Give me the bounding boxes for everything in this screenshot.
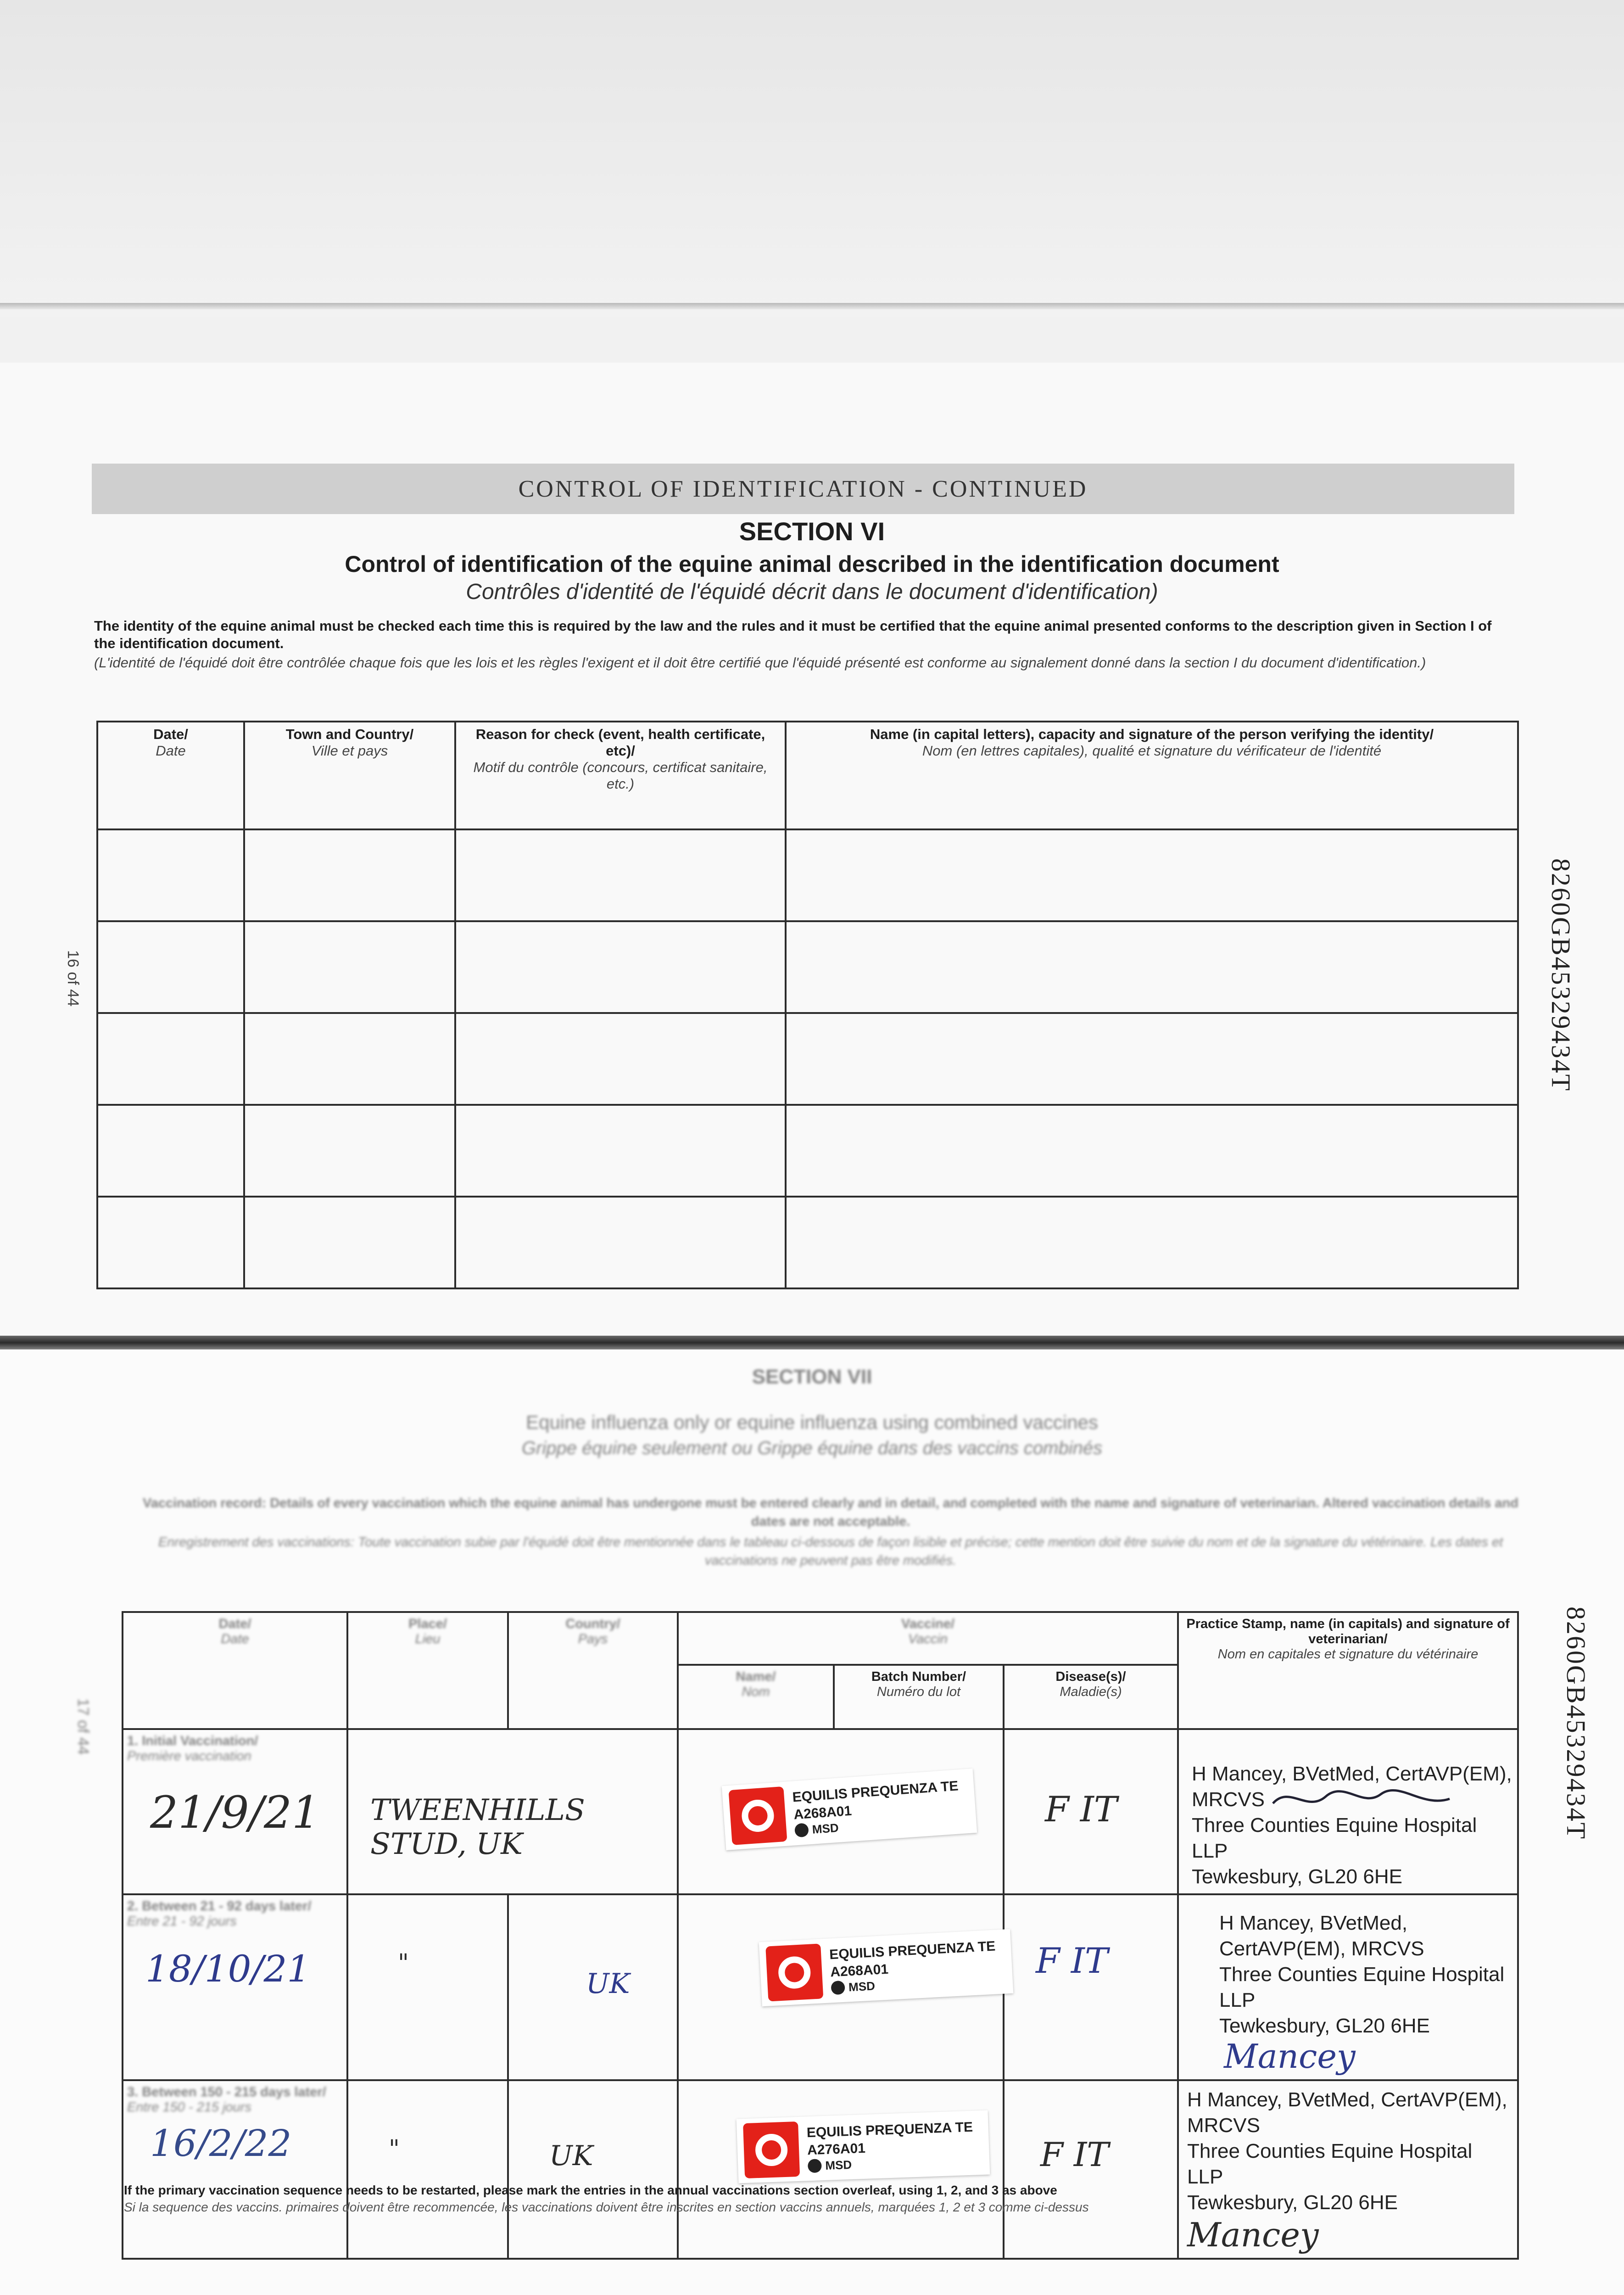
col-vaccine-name: Name/ Nom <box>678 1665 834 1729</box>
date-cell[interactable] <box>97 829 244 921</box>
msd-logo: MSD <box>794 1812 961 1838</box>
msd-icon <box>794 1823 809 1837</box>
identity-check-instructions-fr: (L'identité de l'équidé doit être contrôlée chaque fois que les lois et les règles l'exigent et il doit être certifié que l'équidé présenté est conforme au signalement donné dans la section I du document d'identification.) <box>94 655 1426 671</box>
page-number-lower: 17 of 44 <box>74 1698 92 1755</box>
col-reason: Reason for check (event, health certificate, etc)/ Motif du contrôle (concours, certificat sanitaire, etc.) <box>455 722 786 829</box>
msd-logo: MSD <box>831 1972 997 1995</box>
verifier-cell[interactable] <box>786 921 1518 1013</box>
msd-icon <box>831 1981 845 1995</box>
table-row <box>97 829 1518 921</box>
place-ditto: " <box>398 1949 409 1977</box>
col-date: Date/ Date <box>97 722 244 829</box>
page-edge <box>0 303 1624 309</box>
vet-name: H Mancey, BVetMed, CertAVP(EM), MRCVS <box>1219 1912 1424 1960</box>
table-header-row <box>123 1612 1518 1665</box>
verifier-cell[interactable] <box>786 829 1518 921</box>
batch-number: A276A01 <box>807 2140 866 2158</box>
vet-address: Tewkesbury, GL20 6HE <box>1192 1865 1402 1888</box>
q-logo-icon <box>765 1943 823 2001</box>
vaccine-label-cell[interactable] <box>678 1729 1004 1894</box>
date-cell[interactable] <box>123 2080 347 2259</box>
vaccination-row-1 <box>123 1729 1518 1894</box>
town-cell[interactable] <box>244 1197 455 1288</box>
date-cell[interactable] <box>97 921 244 1013</box>
vet-stamp-cell[interactable] <box>1178 1894 1518 2080</box>
scanner-background <box>0 0 1624 317</box>
verifier-cell[interactable] <box>786 1013 1518 1105</box>
q-logo-icon <box>728 1786 787 1845</box>
vaccine-sticker <box>722 1769 977 1850</box>
country-handwritten: UK <box>586 1968 630 2000</box>
col-batch-number: Batch Number/ Numéro du lot <box>834 1665 1004 1729</box>
stage-label: 1. Initial Vaccination/ <box>127 1734 258 1748</box>
col-practice-stamp: Practice Stamp, name (in capitals) and signature of veterinarian/ Nom en capitales et signature du vétérinaire <box>1178 1612 1518 1729</box>
vaccine-sticker <box>737 2110 990 2183</box>
place-cell[interactable] <box>347 2080 508 2259</box>
vaccine-name: EQUILIS PREQUENZA TE <box>792 1778 959 1805</box>
page-number-upper: 16 of 44 <box>64 950 82 1007</box>
place-handwritten: TWEENHILLS STUD, UK <box>370 1793 585 1861</box>
disease-cell[interactable] <box>1004 1894 1178 2080</box>
stage-label-fr: Entre 21 - 92 jours <box>127 1914 237 1929</box>
date-cell[interactable] <box>123 1894 347 2080</box>
reason-cell[interactable] <box>455 829 786 921</box>
town-cell[interactable] <box>244 921 455 1013</box>
section-vii-title: SECTION VII <box>752 1366 872 1388</box>
section-banner: CONTROL OF IDENTIFICATION - CONTINUED <box>92 464 1514 514</box>
disease-handwritten: F IT <box>1045 1789 1117 1830</box>
town-cell[interactable] <box>244 829 455 921</box>
reason-cell[interactable] <box>455 921 786 1013</box>
vaccine-label-cell[interactable] <box>678 1894 1004 2080</box>
stage-label: 3. Between 150 - 215 days later/ <box>127 2085 326 2099</box>
vet-name: H Mancey, BVetMed, CertAVP(EM), MRCVS <box>1187 2088 1507 2137</box>
stage-label-fr: Entre 150 - 215 jours <box>127 2100 251 2115</box>
msd-icon <box>808 2159 822 2173</box>
col-place: Place/ Lieu <box>347 1612 508 1729</box>
table-row <box>97 1105 1518 1197</box>
vaccination-record-instructions: Vaccination record: Details of every vaccination which the equine animal has undergone must be entered clearly and in detail, and completed with the name and signature of veterinarian. Altered vaccination details and dates are not acceptable. <box>143 1496 1518 1529</box>
batch-number: A268A01 <box>793 1803 853 1822</box>
vet-stamp-cell[interactable] <box>1178 1729 1518 1894</box>
section-vi-heading-fr: Contrôles d'identité de l'équidé décrit dans le document d'identification) <box>466 580 1158 604</box>
stage-label-fr: Première vaccination <box>127 1749 251 1763</box>
vaccine-name: EQUILIS PREQUENZA TE <box>806 2119 973 2140</box>
place-cell[interactable] <box>347 1894 508 2080</box>
q-logo-icon <box>743 2121 800 2178</box>
col-vaccine: Vaccine/ Vaccin <box>678 1612 1178 1665</box>
vet-practice: Three Counties Equine Hospital LLP <box>1187 2140 1473 2188</box>
town-cell[interactable] <box>244 1105 455 1197</box>
vaccination-date: 21/9/21 <box>150 1787 320 1838</box>
col-verifier: Name (in capital letters), capacity and signature of the person verifying the identity/ Nom (en lettres capitales), qualité et signature du vérificateur de l'identité <box>786 722 1518 829</box>
vaccination-row-2 <box>123 1894 1518 2080</box>
vet-name: H Mancey, BVetMed, CertAVP(EM), MRCVS <box>1192 1763 1512 1811</box>
vet-signature-1 <box>1271 1780 1454 1817</box>
table-row <box>97 1197 1518 1288</box>
date-cell[interactable] <box>123 1729 347 1894</box>
stage-label: 2. Between 21 - 92 days later/ <box>127 1899 312 1914</box>
vaccination-date: 18/10/21 <box>145 1948 311 1990</box>
vaccine-label-cell[interactable] <box>678 2080 1004 2259</box>
vet-address: Tewkesbury, GL20 6HE <box>1219 2015 1430 2037</box>
book-spine-crease <box>0 1336 1624 1351</box>
section-vi-title: SECTION VI <box>739 517 885 546</box>
table-header-row <box>97 722 1518 829</box>
section-vii-heading: Equine influenza only or equine influenza using combined vaccines <box>526 1411 1098 1433</box>
reason-cell[interactable] <box>455 1197 786 1288</box>
col-disease: Disease(s)/ Maladie(s) <box>1004 1665 1178 1729</box>
place-country-cell[interactable] <box>347 1729 678 1894</box>
country-cell[interactable] <box>508 1894 678 2080</box>
vet-signature-3: Mancey <box>1187 2216 1319 2254</box>
date-cell[interactable] <box>97 1197 244 1288</box>
disease-handwritten: F IT <box>1040 2135 1109 2174</box>
vet-stamp-cell[interactable] <box>1178 2080 1518 2259</box>
disease-cell[interactable] <box>1004 1729 1178 1894</box>
vaccine-sticker <box>759 1929 1014 2006</box>
batch-number: A268A01 <box>830 1961 889 1980</box>
vet-practice: Three Counties Equine Hospital LLP <box>1192 1814 1477 1862</box>
passport-serial-upper: 8260GB45329434T <box>1546 858 1576 1092</box>
table-row <box>97 1013 1518 1105</box>
identification-check-table <box>96 721 1519 1289</box>
vaccination-table <box>122 1611 1519 2260</box>
vet-signature-2: Mancey <box>1224 2037 1356 2076</box>
disease-cell[interactable] <box>1004 2080 1178 2259</box>
restart-footnote: If the primary vaccination sequence needs to be restarted, please mark the entries in the annual vaccinations section overleaf, using 1, 2, and 3 as above <box>124 2183 1057 2197</box>
reason-cell[interactable] <box>455 1105 786 1197</box>
msd-logo: MSD <box>808 2153 974 2173</box>
section-vi-heading: Control of identification of the equine animal described in the identification document <box>345 551 1279 577</box>
verifier-cell[interactable] <box>786 1105 1518 1197</box>
date-cell[interactable] <box>97 1013 244 1105</box>
col-town-country: Town and Country/ Ville et pays <box>244 722 455 829</box>
place-ditto: " <box>389 2135 400 2163</box>
verifier-cell[interactable] <box>786 1197 1518 1288</box>
col-date: Date/ Date <box>123 1612 347 1729</box>
country-cell[interactable] <box>508 2080 678 2259</box>
vaccination-date: 16/2/22 <box>150 2122 292 2165</box>
section-vii-heading-fr: Grippe équine seulement ou Grippe équine dans des vaccins combinés <box>521 1438 1103 1458</box>
disease-handwritten: F IT <box>1036 1940 1108 1981</box>
vet-practice: Three Counties Equine Hospital LLP <box>1219 1963 1505 2011</box>
country-handwritten: UK <box>549 2140 593 2172</box>
vet-address: Tewkesbury, GL20 6HE <box>1187 2191 1398 2214</box>
vaccination-record-instructions-fr: Enregistrement des vaccinations: Toute vaccination subie par l'équidé doit être mentionnée dans le tableau ci-dessous de façon lisible et précise; cette mention doit être suivie du nom et de la signature du vétérinaire. Les dates et vaccinations ne peuvent pas être modifiés. <box>158 1535 1503 1568</box>
table-row <box>97 921 1518 1013</box>
reason-cell[interactable] <box>455 1013 786 1105</box>
vaccine-name: EQUILIS PREQUENZA TE <box>829 1938 996 1962</box>
vaccination-row-3 <box>123 2080 1518 2259</box>
restart-footnote-fr: Si la sequence des vaccins. primaires doivent être recommencée, les vaccinations doivent être inscrites en section vaccins annuels, marquées 1, 2 et 3 comme ci-dessus <box>124 2200 1089 2214</box>
town-cell[interactable] <box>244 1013 455 1105</box>
date-cell[interactable] <box>97 1105 244 1197</box>
passport-serial-lower: 8260GB45329434T <box>1561 1606 1591 1840</box>
identity-check-instructions: The identity of the equine animal must be checked each time this is required by the law and the rules and it must be certified that the equine animal presented conforms to the description given in Section I of the identification document. <box>94 618 1492 651</box>
col-country: Country/ Pays <box>508 1612 678 1729</box>
